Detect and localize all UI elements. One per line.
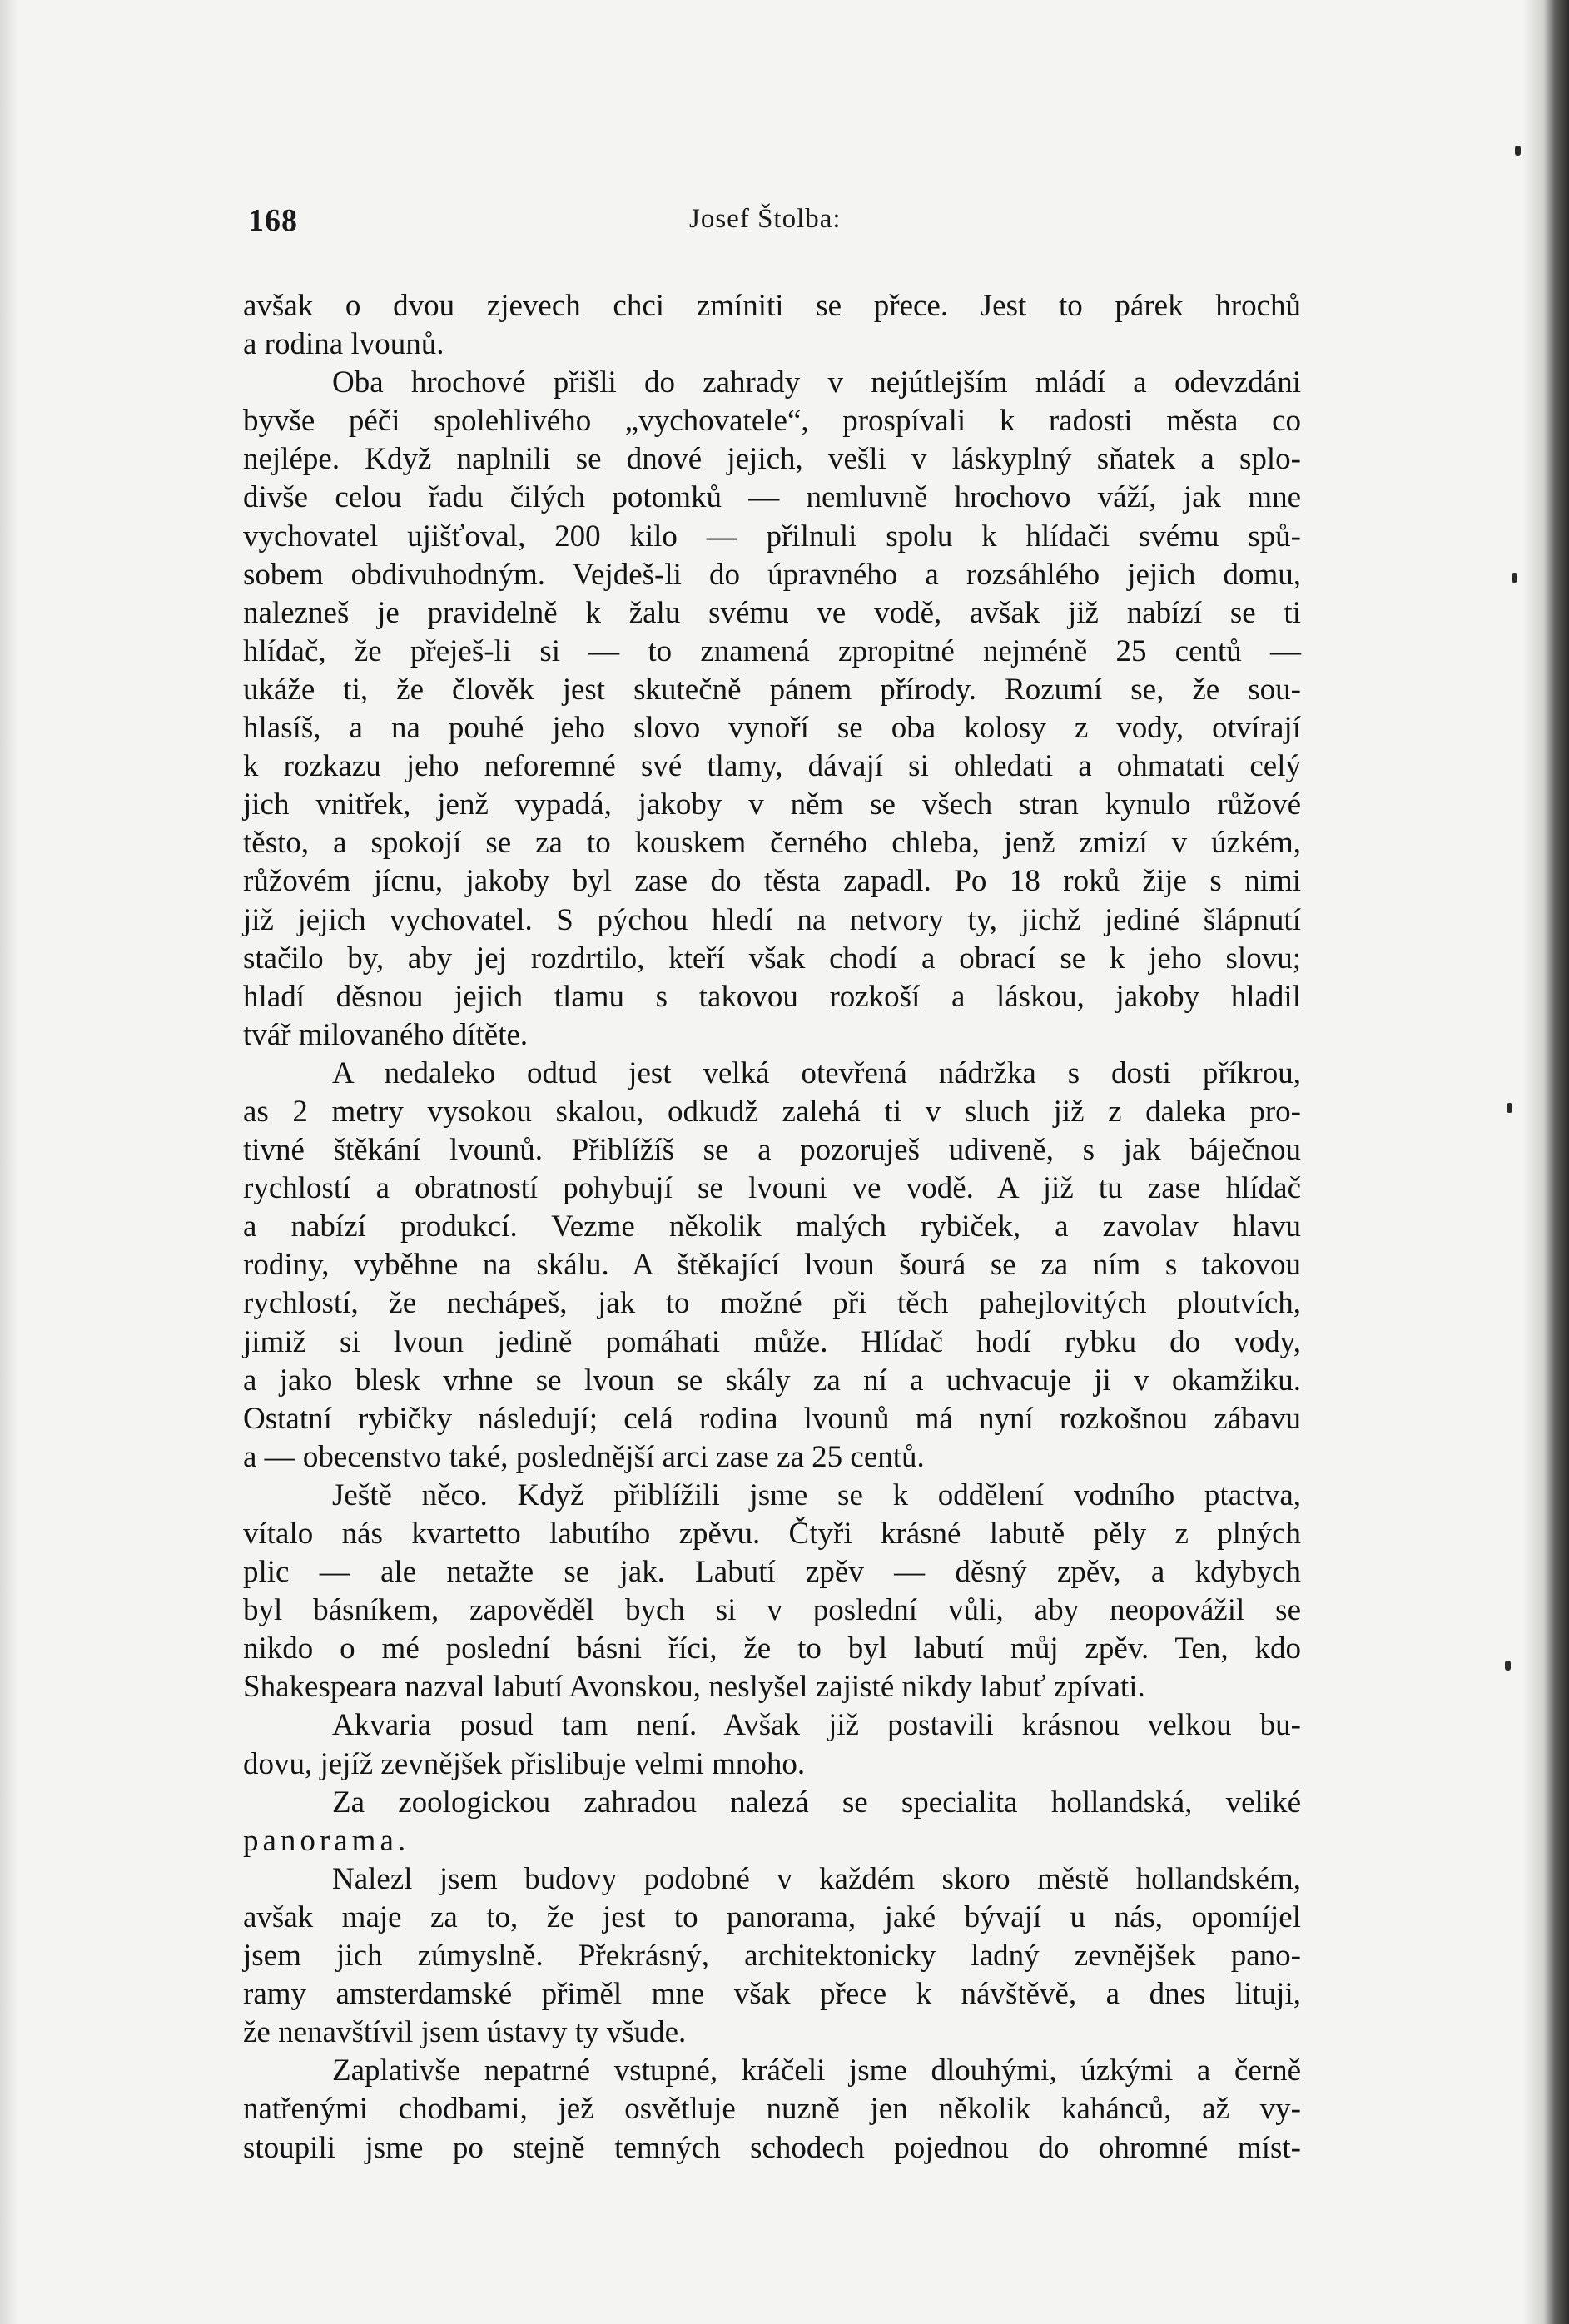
text-line: avšak maje za to, že jest to panorama, jaké bývají u nás, opomíjel [243, 1899, 1301, 1934]
text-line: plic — ale netažte se jak. Labutí zpěv — děsný zpěv, a kdybych [243, 1555, 1301, 1590]
paragraph [243, 1477, 1301, 1707]
text-line: divše celou řadu čilých potomků — nemluvně hrochovo váží, jak mne [243, 480, 1301, 515]
text-line: jimiž si lvoun jedině pomáhati může. Hlídač hodí rybku do vody, [243, 1324, 1301, 1359]
text-line: ukáže ti, že člověk jest skutečně pánem přírody. Rozumí se, že sou- [243, 672, 1301, 707]
page-header [248, 202, 1297, 244]
text-line: že nenavštívil jsem ústavy ty všude. [243, 2015, 687, 2050]
text-line: hlasíš, a na pouhé jeho slovo vynoří se oba kolosy z vody, otvírají [243, 711, 1301, 746]
margin-speck [1512, 573, 1517, 583]
text-line: Ještě něco. Když přiblížili jsme se k oddělení vodního ptactva, [332, 1477, 1301, 1512]
text-line: avšak o dvou zjevech chci zmíniti se přece. Jest to párek hrochů [243, 289, 1301, 323]
text-line: růžovém jícnu, jakoby byl zase do těsta zapadl. Po 18 roků žije s nimi [243, 864, 1301, 899]
text-line: rychlostí, že nechápeš, jak to možné při těch pahejlovitých ploutvích, [243, 1286, 1301, 1321]
text-line: jich vnitřek, jenž vypadá, jakoby v něm se všech stran kynulo růžové [243, 787, 1301, 822]
margin-speck [1515, 146, 1521, 156]
text-line: již jejich vychovatel. S pýchou hledí na netvory ty, jichž jediné šlápnutí [243, 902, 1301, 937]
text-line: natřenými chodbami, jež osvětluje nuzně jen několik kahánců, až vy- [243, 2092, 1301, 2127]
text-line: nejlépe. Když naplnili se dnové jejich, vešli v láskyplný sňatek a splo- [243, 442, 1301, 477]
text-line: rychlostí a obratností pohybují se lvouni ve vodě. A již tu zase hlídač [243, 1171, 1301, 1206]
text-line: a — obecenstvo také, poslednější arci zase za 25 centů. [243, 1439, 925, 1474]
text-line: rodiny, vyběhne na skálu. A štěkající lvoun šourá se za ním s takovou [243, 1248, 1301, 1283]
text-line: panorama. [243, 1823, 410, 1858]
text-line: Shakespeara nazval labutí Avonskou, neslyšel zajisté nikdy labuť zpívati. [243, 1670, 1145, 1705]
text-line: Zaplativše nepatrné vstupné, kráčeli jsme dlouhými, úzkými a černě [332, 2053, 1301, 2088]
margin-speck [1507, 1103, 1512, 1113]
text-line: Akvaria posud tam není. Avšak již postavili krásnou velkou bu- [332, 1708, 1301, 1743]
text-line: Za zoologickou zahradou nalezá se specialita hollandská, veliké [332, 1785, 1301, 1820]
text-line: nikdo o mé poslední básni říci, že to byl labutí můj zpěv. Ten, kdo [243, 1631, 1301, 1666]
text-line: tvář milovaného dítěte. [243, 1017, 529, 1052]
text-line: Oba hrochové přišli do zahrady v nejútlejším mládí a odevzdáni [332, 365, 1301, 400]
text-line: tivné štěkání lvounů. Přiblížíš se a pozoruješ udiveně, s jak báječnou [243, 1133, 1301, 1168]
running-head: Josef Štolba: [689, 204, 842, 234]
margin-speck [1505, 1661, 1511, 1671]
text-line: vychovatel ujišťoval, 200 kilo — přilnuli spolu k hlídači svému spů- [243, 519, 1301, 554]
text-line: stačilo by, aby jej rozdrtilo, kteří však chodí a obrací se k jeho slovu; [243, 941, 1301, 976]
text-line: ramy amsterdamské přiměl mne však přece k návštěvě, a dnes lituji, [243, 1977, 1301, 2012]
text-line: k rozkazu jeho neforemné své tlamy, dávají si ohledati a ohmatati celý [243, 749, 1301, 784]
paragraph [243, 2052, 1301, 2167]
text-line: as 2 metry vysokou skalou, odkudž zalehá ti v sluch již z daleka pro- [243, 1094, 1301, 1129]
paragraph [243, 1706, 1301, 1783]
text-line: a nabízí produkcí. Vezme několik malých rybiček, a zavolav hlavu [243, 1209, 1301, 1244]
text-line: hlídač, že přeješ-li si — to znamená zpropitné nejméně 25 centů — [243, 633, 1301, 668]
paragraph [243, 1055, 1301, 1477]
text-line: Ostatní rybičky následují; celá rodina lvounů má nyní rozkošnou zábavu [243, 1401, 1301, 1436]
text-line: Nalezl jsem budovy podobné v každém skoro městě hollandském, [332, 1861, 1301, 1896]
paragraph [243, 1860, 1301, 2052]
text-line: nalezneš je pravidelně k žalu svému ve vodě, avšak již nabízí se ti [243, 595, 1301, 630]
body-text [243, 287, 1301, 2168]
text-line: byvše péči spolehlivého „vychovatele“, prospívali k radosti města co [243, 404, 1301, 439]
text-line: dovu, jejíž zevnějšek přislibuje velmi mnoho. [243, 1746, 806, 1781]
text-line: A nedaleko odtud jest velká otevřená nádržka s dosti příkrou, [332, 1055, 1301, 1090]
text-line: vítalo nás kvartetto labutího zpěvu. Čtyři krásné labutě pěly z plných [243, 1517, 1301, 1551]
text-line: hladí děsnou jejich tlamu s takovou rozkoší a láskou, jakoby hladil [243, 979, 1301, 1014]
text-line: byl básníkem, zapověděl bych si v poslední vůli, aby neopovážil se [243, 1593, 1301, 1628]
text-line: stoupili jsme po stejně temných schodech pojednou do ohromné míst- [243, 2130, 1301, 2165]
text-line: jsem jich zúmyslně. Překrásný, architektonicky ladný zevnějšek pano- [243, 1939, 1301, 1974]
page-gutter [0, 0, 18, 2324]
text-line: těsto, a spokojí se za to kouskem černého chleba, jenž zmizí v úzkém, [243, 826, 1301, 861]
paragraph [243, 1784, 1301, 1860]
page-number: 168 [248, 203, 298, 238]
paragraph [243, 287, 1301, 364]
text-line: a jako blesk vrhne se lvoun se skály za ní a uchvacuje ji v okamžiku. [243, 1363, 1301, 1398]
page-edge-shadow [1523, 0, 1569, 2324]
paragraph [243, 364, 1301, 1055]
text-line: sobem obdivuhodným. Vejdeš-li do úpravného a rozsáhlého jejich domu, [243, 557, 1301, 592]
text-line: a rodina lvounů. [243, 327, 444, 362]
